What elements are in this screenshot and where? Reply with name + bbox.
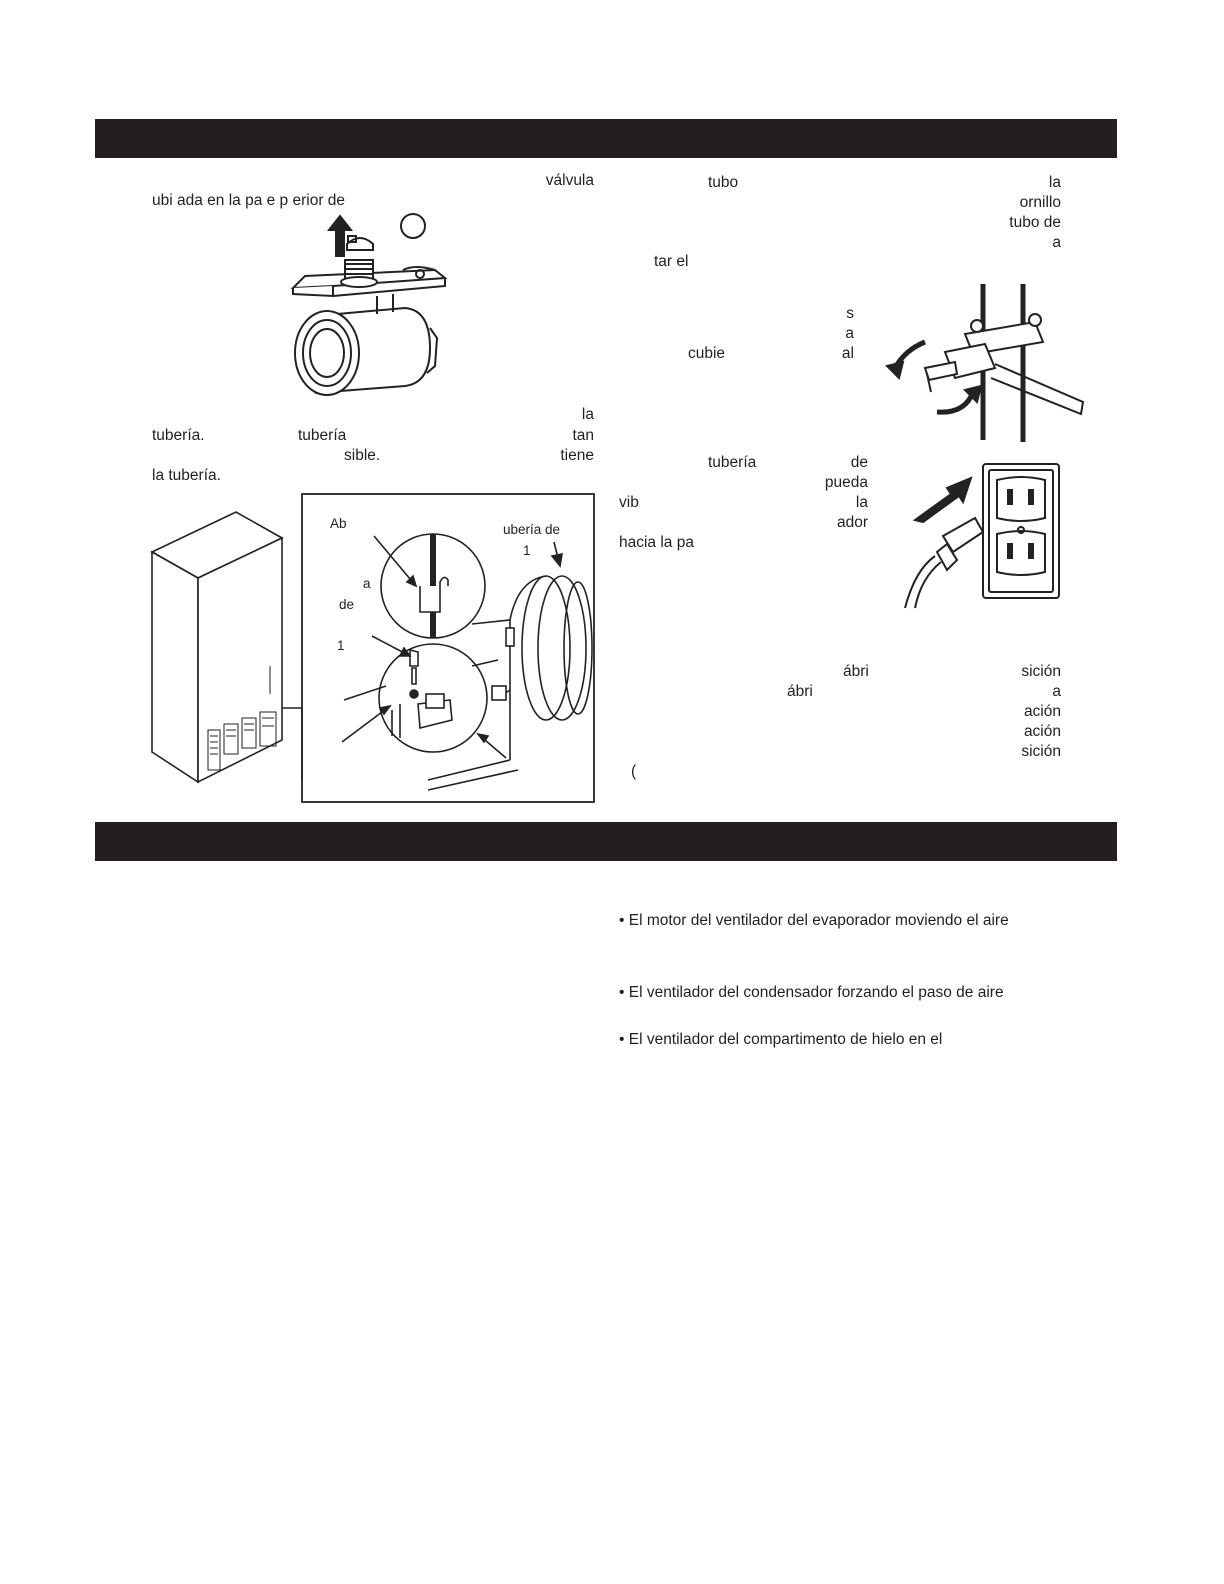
body-text: ( — [631, 763, 637, 780]
list-item: • El ventilador del compartimento de hielo en el — [619, 1031, 943, 1048]
body-text: a — [845, 325, 854, 342]
body-text: sición — [1021, 743, 1061, 760]
list-item: • El ventilador del condensador forzando el paso de aire — [619, 984, 1004, 1001]
body-text: tar el — [654, 253, 689, 270]
body-text: ábri — [843, 663, 869, 680]
body-text: ornillo — [1019, 194, 1061, 211]
body-text: s — [846, 305, 854, 322]
body-text: ación — [1023, 723, 1061, 740]
body-text: tubería — [298, 427, 347, 444]
body-text: cubie — [688, 345, 726, 362]
list-item: • El motor del ventilador del evaporador moviendo el aire — [619, 912, 1009, 929]
body-text: tubería — [708, 454, 757, 471]
body-text: sición — [1021, 663, 1061, 680]
body-text: tan — [572, 427, 594, 444]
body-text: la — [581, 406, 594, 423]
body-text: sible. — [344, 447, 381, 464]
body-text: ador — [836, 514, 868, 531]
body-text: tiene — [560, 447, 594, 464]
body-text: a — [1052, 683, 1061, 700]
power-outlet-illustration — [875, 460, 1065, 612]
section-header-bar — [95, 822, 1117, 861]
body-text: a — [1052, 234, 1061, 251]
body-text: ábri — [787, 683, 813, 700]
body-text: válvula — [545, 172, 594, 189]
body-text: la — [855, 494, 868, 511]
body-text: vib — [619, 494, 639, 511]
body-text: al — [841, 345, 854, 362]
section-header-bar — [95, 119, 1117, 158]
diagram-label: 1 — [523, 543, 531, 558]
body-text: pueda — [824, 474, 868, 491]
body-text: ubi ada en la pa e p erior de — [152, 192, 346, 209]
water-valve-illustration — [285, 208, 460, 408]
diagram-label: de — [339, 597, 355, 612]
body-text: tubo de — [1009, 214, 1061, 231]
diagram-label: 1 — [337, 638, 345, 653]
diagram-label: Ab — [330, 516, 347, 531]
body-text: hacia la pa — [619, 534, 694, 551]
pipe-clamp-illustration — [885, 282, 1090, 447]
body-text: la — [1048, 174, 1061, 191]
body-text: tubería. — [152, 427, 205, 444]
diagram-label: a — [363, 576, 371, 591]
body-text: de — [850, 454, 868, 471]
body-text: la tubería. — [152, 467, 221, 484]
body-text: tubo — [708, 174, 739, 191]
diagram-label: ubería de — [503, 522, 561, 537]
body-text: ación — [1023, 703, 1061, 720]
